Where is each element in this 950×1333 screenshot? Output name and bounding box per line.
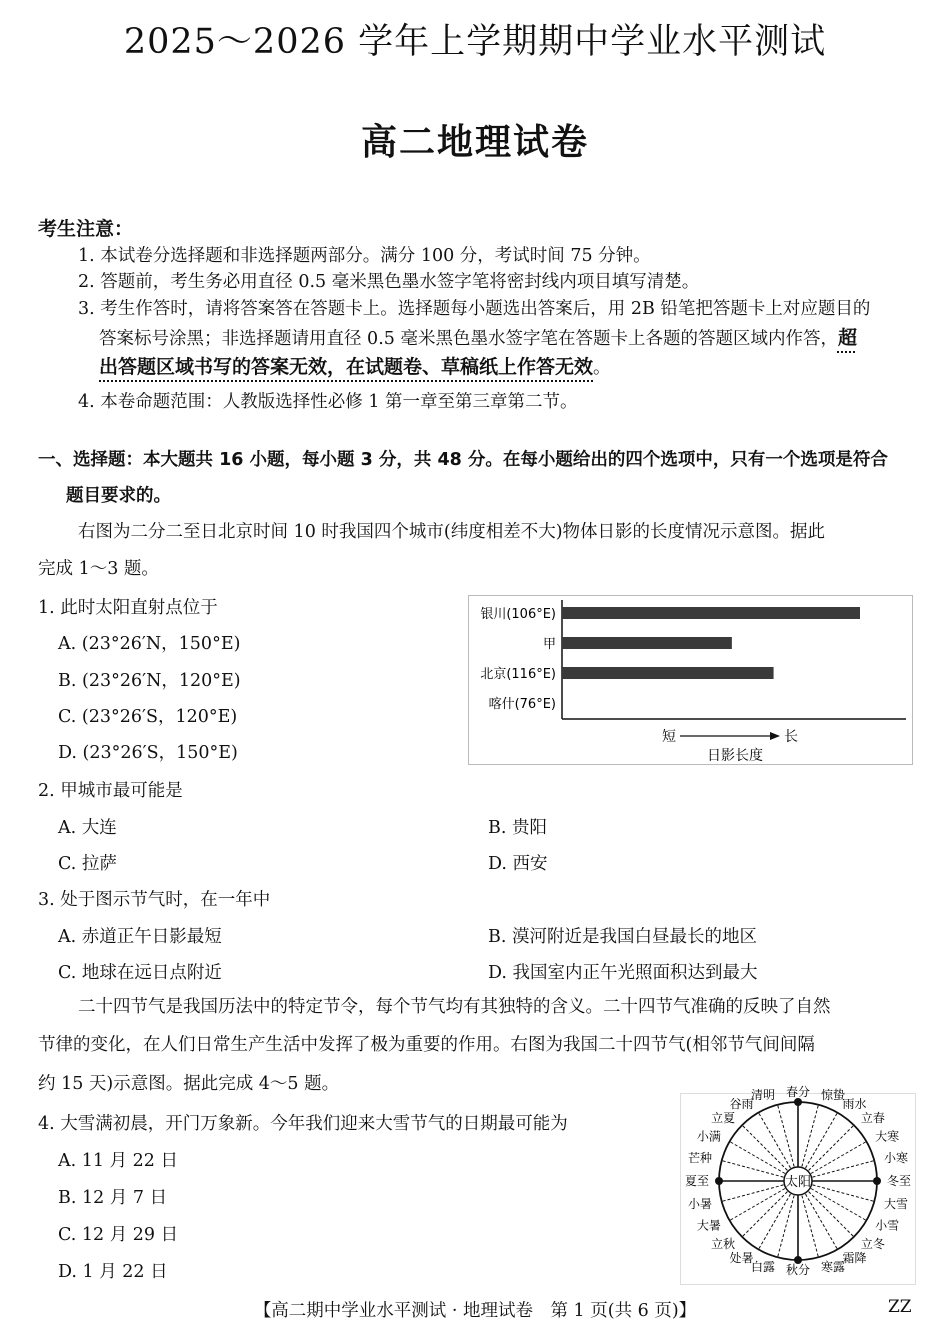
solar-terms-diagram (680, 1085, 916, 1285)
page-footer: 【高二期中学业水平测试 · 地理试卷 第 1 页(共 6 页)】 (253, 1301, 697, 1321)
q1-option-b[interactable]: B. (23°26′N，120°E) (58, 671, 241, 691)
exam-title: 2025～2026 学年上学期期中学业水平测试 (123, 22, 827, 62)
q2-option-a[interactable]: A. 大连 (58, 818, 117, 838)
chart-axis-short: 短 (662, 729, 676, 745)
chart-bar (562, 667, 774, 679)
chart-category-label: 银川(106°E) (480, 607, 556, 622)
solar-term-label: 霜降 (842, 1251, 867, 1266)
solar-term-label: 处暑 (729, 1251, 754, 1266)
intro-2-line-1: 二十四节气是我国历法中的特定节令，每个节气均有其独特的含义。二十四节气准确的反映了自然 (78, 997, 831, 1017)
notice-item-3-emphasis (99, 355, 611, 380)
q3-option-b[interactable]: B. 漠河附近是我国白昼最长的地区 (488, 927, 757, 947)
chart-x-label: 日影长度 (707, 748, 763, 764)
footer-code: ZZ (888, 1297, 912, 1317)
q2-option-d[interactable]: D. 西安 (488, 854, 548, 874)
solar-term-label: 芒种 (687, 1151, 712, 1165)
chart-category-label: 北京(116°E) (480, 667, 556, 682)
notice-heading: 考生注意： (38, 218, 134, 240)
q4-stem: 4. 大雪满初晨，开门万象新。今年我们迎来大雪节气的日期最可能为 (38, 1114, 568, 1134)
chart-bar (562, 607, 860, 619)
exam-subtitle: 高二地理试卷 (360, 122, 589, 163)
solar-term-label: 大暑 (696, 1218, 721, 1233)
solar-term-label: 大雪 (884, 1197, 909, 1211)
q4-option-d[interactable]: D. 1 月 22 日 (58, 1262, 168, 1282)
q3-option-a[interactable]: A. 赤道正午日影最短 (58, 927, 222, 947)
solar-term-label: 惊蛰 (821, 1088, 846, 1102)
chart-bar (562, 637, 732, 649)
intro-2-line-2: 节律的变化，在人们日常生产生活中发挥了极为重要的作用。右图为我国二十四节气(相邻节气间间隔 (38, 1035, 815, 1055)
notice-emphasis-b: 出答题区域书写的答案无效，在试题卷、草稿纸上作答无效 (99, 356, 594, 378)
section-heading-cont: 题目要求的。 (66, 486, 171, 506)
solar-term-label: 春分 (785, 1085, 811, 1099)
solar-term-label: 大寒 (875, 1129, 900, 1144)
solar-term-label: 小暑 (687, 1197, 712, 1211)
notice-item-3: 3. 考生作答时，请将答案答在答题卡上。选择题每小题选出答案后，用 2B 铅笔把答题卡上对应题目的 (78, 299, 871, 319)
section-heading: 一、选择题：本大题共 16 小题，每小题 3 分，共 48 分。在每小题给出的四个选项中，只有一个选项是符合 (38, 450, 888, 470)
solar-term-label: 谷雨 (729, 1096, 754, 1111)
solar-term-label: 立秋 (711, 1236, 736, 1251)
intro-2-line-3: 约 15 天)示意图。据此完成 4～5 题。 (38, 1074, 340, 1094)
q3-option-c[interactable]: C. 地球在远日点附近 (58, 963, 222, 983)
q3-stem: 3. 处于图示节气时，在一年中 (38, 890, 271, 910)
notice-emphasis-end: 。 (593, 358, 611, 378)
notice-item-2: 2. 答题前，考生务必用直径 0.5 毫米黑色墨水签字笔将密封线内项目填写清楚。 (78, 272, 700, 292)
solar-term-label: 小寒 (884, 1151, 909, 1165)
q2-option-c[interactable]: C. 拉萨 (58, 854, 117, 874)
solar-term-label: 小雪 (875, 1218, 900, 1233)
q1-option-a[interactable]: A. (23°26′N，150°E) (58, 634, 241, 654)
q1-option-d[interactable]: D. (23°26′S，150°E) (58, 743, 238, 763)
sun-label: 太阳 (784, 1175, 812, 1190)
q1-option-c[interactable]: C. (23°26′S，120°E) (58, 707, 238, 727)
notice-item-4: 4. 本卷命题范围：人教版选择性必修 1 第一章至第三章第二节。 (78, 392, 578, 412)
intro-1-line-1: 右图为二分二至日北京时间 10 时我国四个城市(纬度相差不大)物体日影的长度情况示意图。据此 (78, 522, 826, 542)
solar-term-label: 立夏 (711, 1111, 736, 1126)
solar-term-label: 小满 (696, 1129, 721, 1144)
solar-term-label: 立春 (860, 1111, 885, 1126)
q1-stem: 1. 此时太阳直射点位于 (38, 598, 218, 618)
chart-category-label: 喀什(76°E) (488, 697, 556, 712)
solar-term-label: 冬至 (887, 1174, 912, 1188)
q3-option-d[interactable]: D. 我国室内正午光照面积达到最大 (488, 963, 758, 983)
notice-item-3-cont (99, 326, 857, 351)
q2-option-b[interactable]: B. 贵阳 (488, 818, 547, 838)
q4-option-a[interactable]: A. 11 月 22 日 (58, 1151, 178, 1171)
solar-term-label: 秋分 (785, 1263, 811, 1277)
solar-term-label: 夏至 (684, 1174, 709, 1188)
intro-1-line-2: 完成 1～3 题。 (38, 559, 159, 579)
solar-term-earth-marker (715, 1177, 723, 1185)
chart-axis-long: 长 (784, 729, 798, 745)
notice-item-1: 1. 本试卷分选择题和非选择题两部分。满分 100 分，考试时间 75 分钟。 (78, 246, 651, 266)
solar-term-earth-marker (873, 1177, 881, 1185)
notice-item-3-cont-text: 答案标号涂黑；非选择题请用直径 0.5 毫米黑色墨水签字笔在答题卡上各题的答题区域内作答， (99, 329, 838, 349)
solar-term-earth-marker (794, 1098, 802, 1106)
q4-option-c[interactable]: C. 12 月 29 日 (58, 1225, 179, 1245)
chart-category-label: 甲 (542, 637, 556, 652)
solar-term-label: 清明 (750, 1088, 775, 1102)
solar-term-label: 雨水 (842, 1096, 867, 1111)
solar-term-label: 立冬 (860, 1236, 885, 1251)
q2-stem: 2. 甲城市最可能是 (38, 781, 183, 801)
notice-emphasis-a: 超 (837, 327, 857, 349)
solar-term-label: 白露 (750, 1260, 775, 1274)
shadow-length-chart (468, 595, 913, 765)
solar-term-label: 寒露 (821, 1260, 846, 1274)
q4-option-b[interactable]: B. 12 月 7 日 (58, 1188, 168, 1208)
